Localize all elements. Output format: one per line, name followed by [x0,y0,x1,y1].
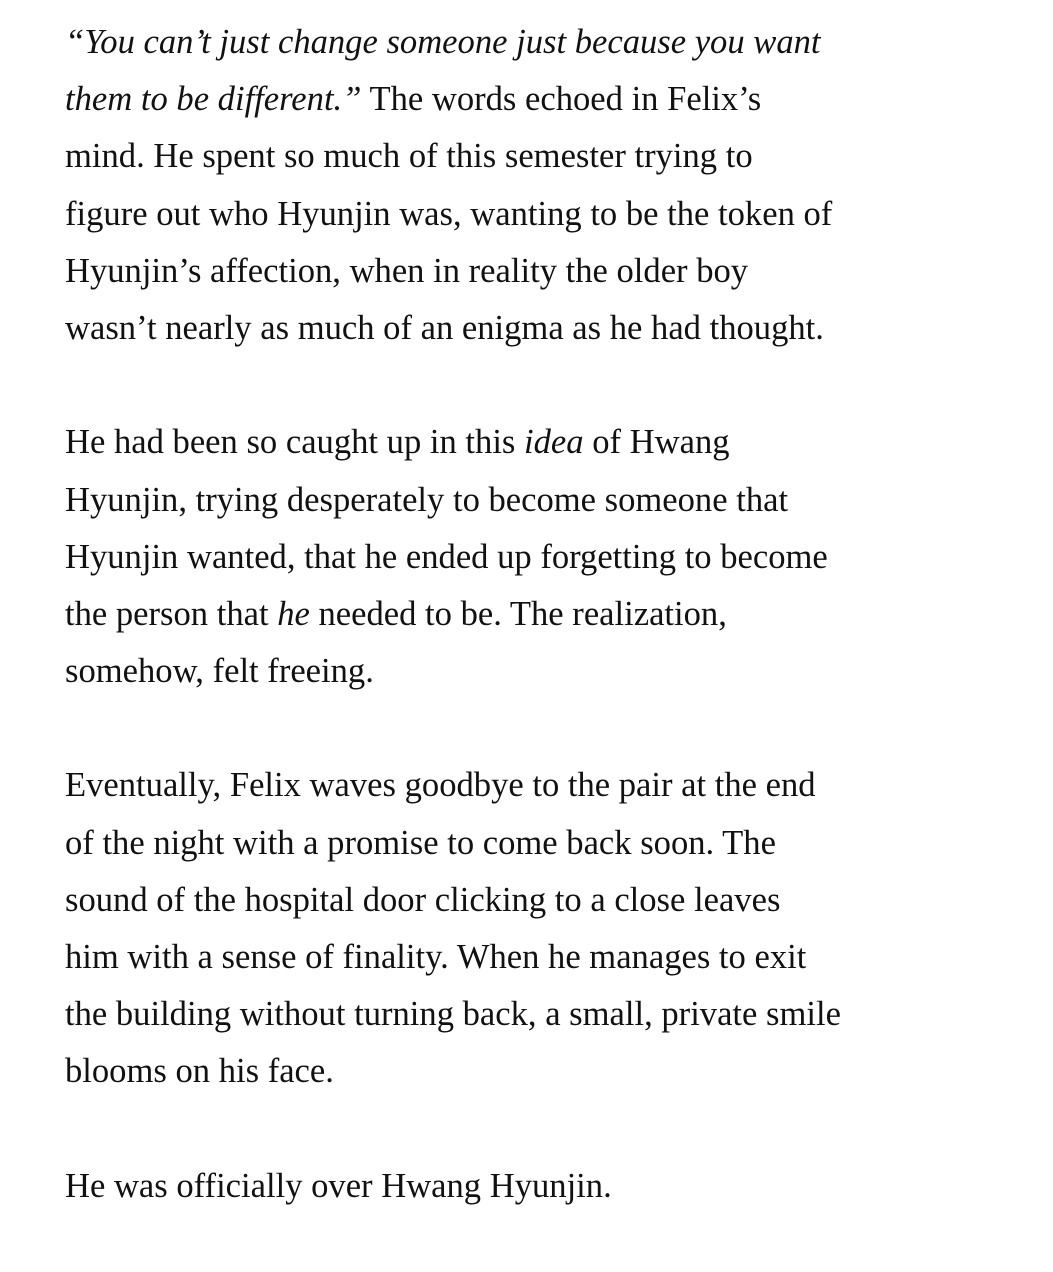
text-line [65,986,1040,1043]
text-line [65,929,1040,986]
text-line [65,872,1040,929]
text-run: He had been so caught up in this [65,423,525,462]
text-run: sound of the hospital door clicking to a close leaves [65,880,781,919]
text-run: Hyunjin’s affection, when in reality the older boy [65,251,749,290]
text-line [65,414,1040,471]
text-line [65,757,1040,814]
text-run: needed to be. The realization, [309,594,727,633]
text-run: figure out who Hyunjin was, wanting to be the token of [65,194,833,233]
text-line [65,300,1040,357]
text-run: Eventually, Felix waves goodbye to the pair at the end [65,766,816,805]
text-line [65,643,1040,700]
text-run: blooms on his face. [65,1052,334,1091]
text-run: mind. He spent so much of this semester trying to [65,137,753,176]
text-run: him with a sense of finality. When he manages to exit [65,938,807,976]
text-run: The words echoed in Felix’s [361,80,762,119]
paragraph-4 [65,1158,1040,1215]
text-line [65,529,1040,586]
paragraph-2 [65,414,1040,700]
story-text [65,14,1040,1272]
text-run: the person that [65,594,278,633]
text-run: wasn’t nearly as much of an enigma as he had thought. [65,308,824,347]
text-run: Hyunjin, trying desperately to become someone that [65,480,789,519]
text-run: He was officially over Hwang Hyunjin. [65,1166,612,1205]
text-line [65,14,1040,71]
text-run: the building without turning back, a small, private smile [65,995,841,1034]
text-run: somehow, felt freeing. [65,652,374,691]
text-line [65,186,1040,243]
paragraph-3 [65,757,1040,1100]
text-run: of Hwang [583,423,730,462]
italic-text: them to be different.” [65,80,362,119]
italic-text: “You can’t just change someone just because you want [65,23,821,61]
italic-text: he [277,594,310,633]
text-line [65,71,1040,128]
text-line [65,815,1040,872]
text-line [65,586,1040,643]
italic-text: idea [524,423,584,462]
text-line [65,243,1040,300]
paragraph-1 [65,14,1040,357]
text-line [65,472,1040,529]
text-run: of the night with a promise to come back soon. The [65,823,776,862]
text-line [65,128,1040,185]
text-line [65,1158,1040,1215]
text-run: Hyunjin wanted, that he ended up forgetting to become [65,537,828,576]
text-line [65,1043,1040,1100]
